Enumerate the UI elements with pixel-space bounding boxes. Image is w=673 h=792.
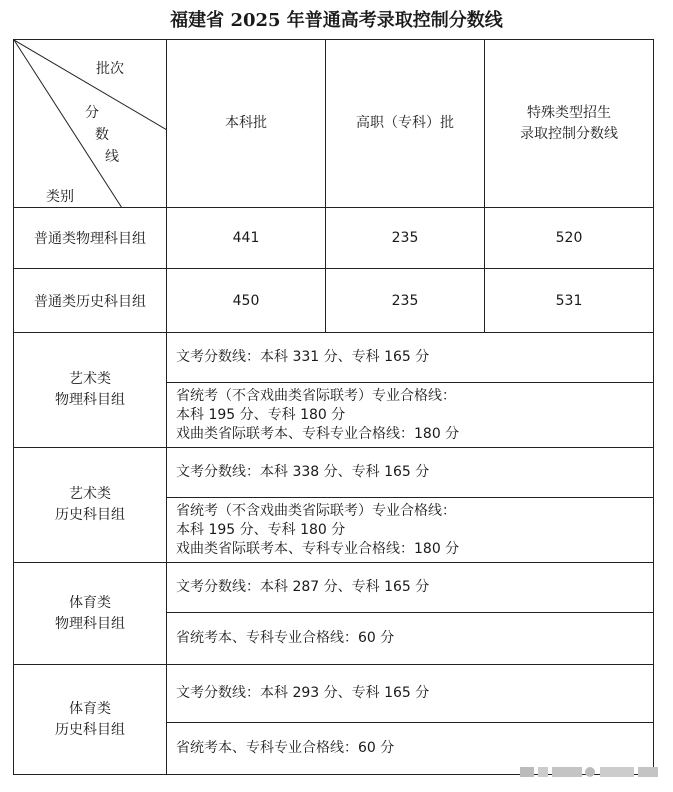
header-special: 特殊类型招生 录取控制分数线 xyxy=(485,40,654,208)
corner-diagonal-lines xyxy=(14,40,167,208)
vocational-score: 235 xyxy=(326,269,485,333)
row-category: 普通类物理科目组 xyxy=(14,208,167,269)
corner-batch-label: 批次 xyxy=(96,61,124,77)
group-category: 艺术类 物理科目组 xyxy=(14,333,167,448)
vocational-score: 235 xyxy=(326,208,485,269)
culture-score-line: 文考分数线：本科 293 分、专科 165 分 xyxy=(167,665,654,723)
culture-score-line: 文考分数线：本科 338 分、专科 165 分 xyxy=(167,448,654,498)
corner-score-label-3: 线 xyxy=(105,149,119,165)
corner-score-label-1: 分 xyxy=(85,105,99,121)
header-vocational: 高职（专科）批 xyxy=(326,40,485,208)
professional-score-line: 省统考本、专科专业合格线：60 分 xyxy=(167,613,654,665)
culture-score-line: 文考分数线：本科 331 分、专科 165 分 xyxy=(167,333,654,383)
watermark-image xyxy=(520,764,660,780)
sports-physics-row-a xyxy=(14,563,654,613)
professional-score-lines: 省统考（不含戏曲类省际联考）专业合格线： 本科 195 分、专科 180 分 戏曲类省际联考本、专科专业合格线：180 分 xyxy=(167,498,654,563)
group-category: 体育类 历史科目组 xyxy=(14,665,167,775)
undergraduate-score: 450 xyxy=(167,269,326,333)
corner-category-label: 类别 xyxy=(46,189,74,205)
row-category: 普通类历史科目组 xyxy=(14,269,167,333)
group-category: 艺术类 历史科目组 xyxy=(14,448,167,563)
special-score: 520 xyxy=(485,208,654,269)
professional-score-lines: 省统考（不含戏曲类省际联考）专业合格线： 本科 195 分、专科 180 分 戏曲类省际联考本、专科专业合格线：180 分 xyxy=(167,383,654,448)
culture-score-line: 文考分数线：本科 287 分、专科 165 分 xyxy=(167,563,654,613)
table-row xyxy=(14,208,654,269)
table-row xyxy=(14,269,654,333)
art-history-row-a xyxy=(14,448,654,498)
header-row xyxy=(14,40,654,208)
art-physics-row-a xyxy=(14,333,654,383)
group-category: 体育类 物理科目组 xyxy=(14,563,167,665)
page-title: 福建省 2025 年普通高考录取控制分数线 xyxy=(170,10,503,31)
score-table xyxy=(13,39,654,775)
header-undergraduate: 本科批 xyxy=(167,40,326,208)
professional-score-line: 省统考本、专科专业合格线：60 分 xyxy=(167,723,654,775)
undergraduate-score: 441 xyxy=(167,208,326,269)
special-score: 531 xyxy=(485,269,654,333)
corner-score-label-2: 数 xyxy=(95,127,109,143)
corner-header-cell xyxy=(14,40,167,208)
sports-history-row-a xyxy=(14,665,654,723)
